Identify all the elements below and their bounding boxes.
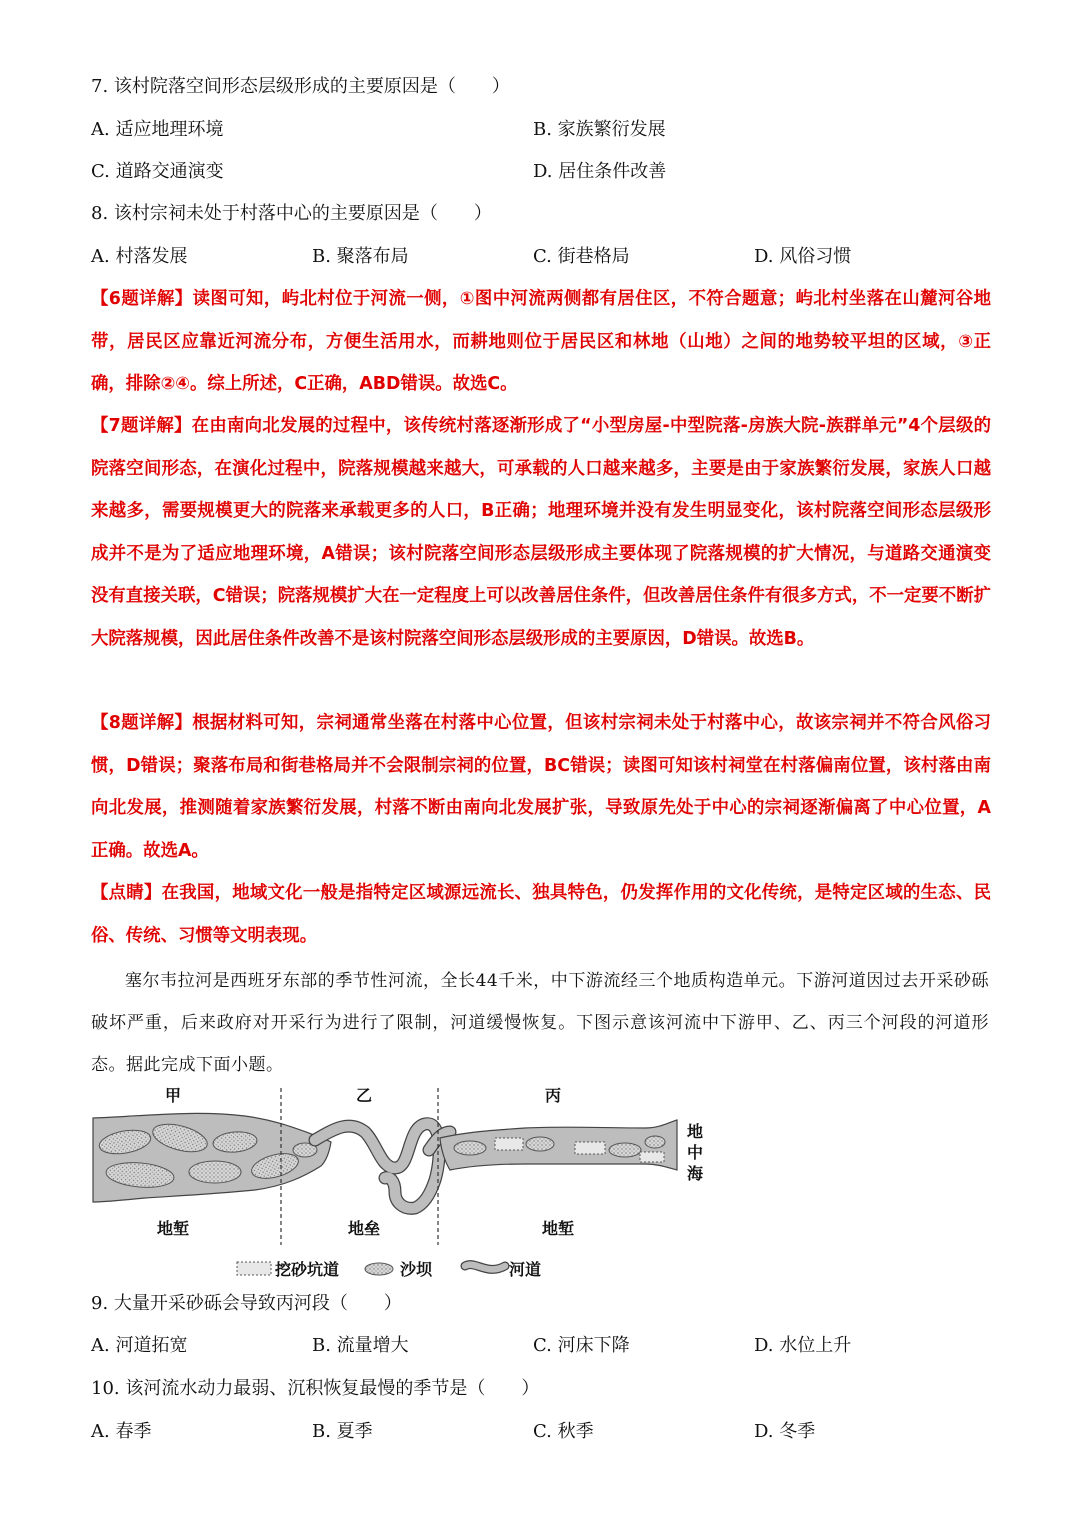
legend-channel-label: 河道: [509, 1260, 542, 1279]
sea-label-1: 地: [687, 1122, 704, 1141]
q10-option-c: C. 秋季: [533, 1421, 594, 1442]
q7-option-d: D. 居住条件改善: [533, 161, 667, 182]
question-7-stem: 7. 该村院落空间形态层级形成的主要原因是（ ）: [91, 76, 510, 97]
q8-option-d: D. 风俗习惯: [754, 246, 852, 267]
sea-label-2: 中: [687, 1143, 704, 1162]
legend-sandbar-label: 沙坝: [400, 1260, 433, 1279]
q10-option-a: A. 春季: [91, 1421, 152, 1442]
explanation-8: 【8题详解】根据材料可知，宗祠通常坐落在村落中心位置，但该村宗祠未处于村落中心，故该宗祠并不符合风俗习惯，D错误；聚落布局和街巷格局并不会限制宗祠的位置，BC错误；读图可知该村祠堂在村落偏南位置，该村落由南向北发展，推测随着家族繁衍发展，村落不断由南向北发展扩张，导致原先处于中心的宗祠逐渐偏离了中心位置，A正确。故选A。: [91, 713, 991, 861]
q7-option-c: C. 道路交通演变: [91, 161, 224, 182]
unit-label-horst: 地垒: [347, 1219, 381, 1238]
question-8-stem: 8. 该村宗祠未处于村落中心的主要原因是（ ）: [91, 203, 492, 224]
q7-option-b: B. 家族繁衍发展: [533, 119, 666, 140]
unit-label-graben-2: 地堑: [541, 1219, 575, 1238]
q10-option-b: B. 夏季: [312, 1421, 373, 1442]
explanation-7: 【7题详解】在由南向北发展的过程中，该传统村落逐渐形成了“小型房屋-中型院落-房族大院-族群单元”4个层级的院落空间形态，在演化过程中，院落规模越来越大，可承载的人口越来越多，主要是由于家族繁衍发展，家族人口越来越多，需要规模更大的院落来承载更多的人口，B正确；地理环境并没有发生明显变化，该村院落空间形态层级形成并不是为了适应地理环境，A错误；该村院落空间形态层级形成主要体现了院落规模的扩大情况，与道路交通演变没有直接关联，C错误；院落规模扩大在一定程度上可以改善居住条件，但改善居住条件有很多方式，不一定要不断扩大院落规模，因此居住条件改善不是该村院落空间形态层级形成的主要原因，D错误。故选B。: [91, 416, 991, 649]
material-paragraph: 塞尔韦拉河是西班牙东部的季节性河流，全长44千米，中下游流经三个地质构造单元。下游河道因过去开采砂砾破坏严重，后来政府对开采行为进行了限制，河道缓慢恢复。下图示意该河流中下游甲、乙、丙三个河段的河道形态。据此完成下面小题。: [91, 971, 989, 1075]
unit-label-graben-1: 地堑: [156, 1219, 190, 1238]
q9-option-c: C. 河床下降: [533, 1335, 630, 1356]
legend-sandbar-swatch: [365, 1263, 393, 1275]
dianjing-note: 【点睛】在我国，地域文化一般是指特定区域源远流长、独具特色，仍发挥作用的文化传统，是特定区域的生态、民俗、传统、习惯等文明表现。: [91, 883, 991, 946]
explanation-6: 【6题详解】读图可知，屿北村位于河流一侧，①图中河流两侧都有居住区，不符合题意；屿北村坐落在山麓河谷地带，居民区应靠近河流分布，方便生活用水，而耕地则位于居民区和林地（山地）之间的地势较平坦的区域，③正确，排除②④。综上所述，C正确，ABD错误。故选C。: [91, 289, 991, 394]
q9-option-d: D. 水位上升: [754, 1335, 852, 1356]
q10-option-d: D. 冬季: [754, 1421, 816, 1442]
legend-pit-label: 挖砂坑道: [275, 1260, 340, 1279]
q8-option-c: C. 街巷格局: [533, 246, 630, 267]
question-9-stem: 9. 大量开采砂砾会导致丙河段（ ）: [91, 1293, 402, 1314]
q8-option-b: B. 聚落布局: [312, 246, 409, 267]
sea-label-3: 海: [687, 1164, 704, 1183]
legend-pit-swatch: [237, 1262, 271, 1275]
question-10-stem: 10. 该河流水动力最弱、沉积恢复最慢的季节是（ ）: [91, 1378, 540, 1399]
q7-option-a: A. 适应地理环境: [91, 119, 224, 140]
q8-option-a: A. 村落发展: [91, 246, 188, 267]
q9-option-a: A. 河道拓宽: [91, 1335, 188, 1356]
section-label-jia: 甲: [164, 1086, 182, 1105]
channel-yi: [315, 1124, 439, 1209]
q9-option-b: B. 流量增大: [312, 1335, 409, 1356]
section-label-bing: 丙: [544, 1086, 562, 1105]
section-label-yi: 乙: [355, 1086, 373, 1105]
river-channel-figure: [85, 1080, 710, 1285]
